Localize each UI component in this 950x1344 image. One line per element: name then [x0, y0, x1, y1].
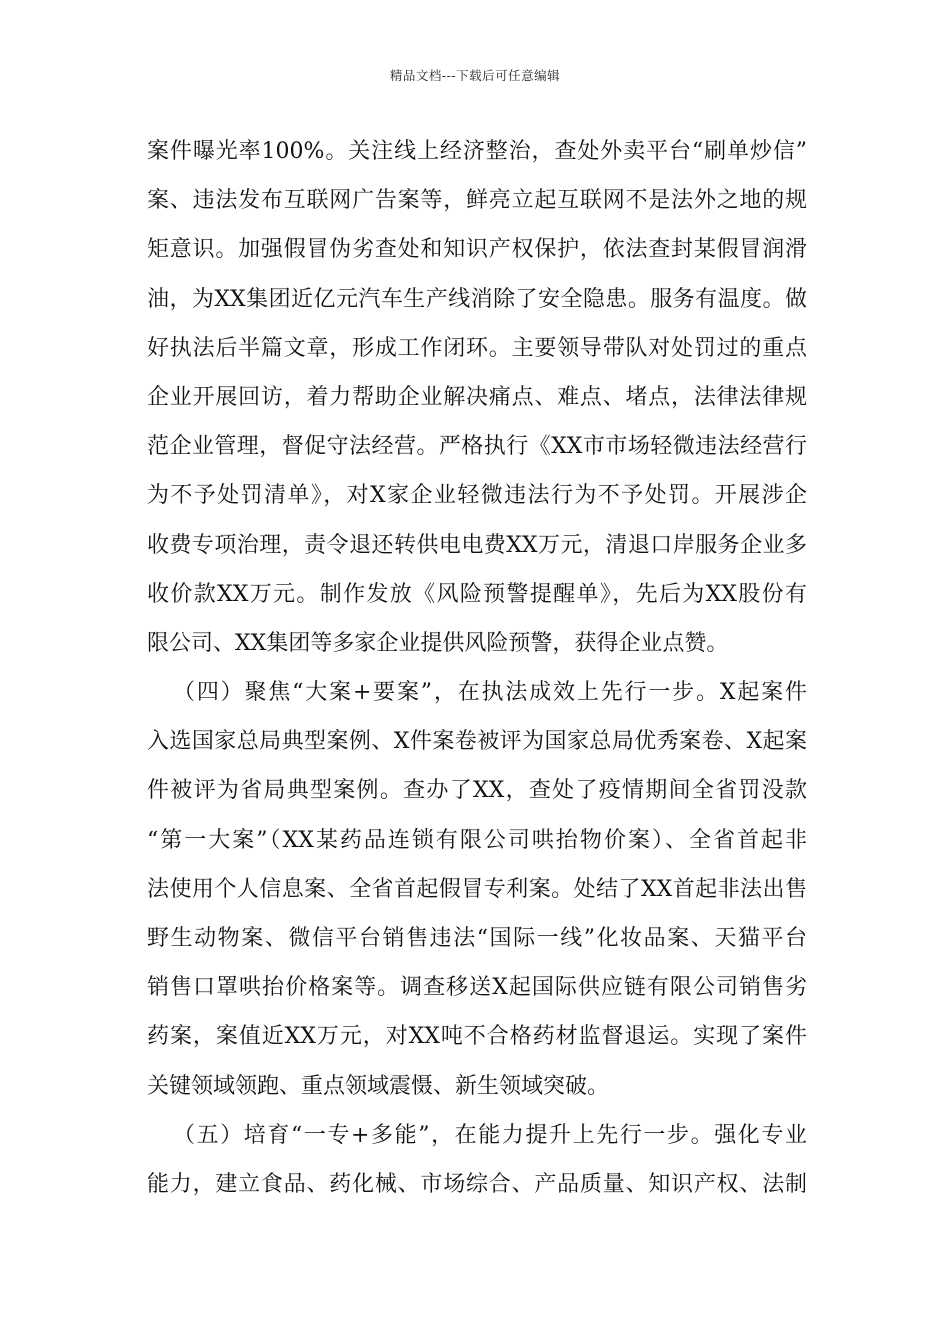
text-line: 油，为XX集团近亿元汽车生产线消除了安全隐患。服务有温度。做	[147, 286, 807, 312]
text-line: 药案，案值近XX万元，对XX吨不合格药材监督退运。实现了案件	[147, 1024, 807, 1050]
text-line: 收价款XX万元。制作发放《风险预警提醒单》，先后为XX股份有	[147, 581, 807, 607]
text-line: 收费专项治理，责令退还转供电电费XX万元，清退口岸服务企业多	[147, 532, 807, 558]
text-line: 入选国家总局典型案例、X件案卷被评为国家总局优秀案卷、X起案	[147, 729, 807, 755]
paragraph-heading-4: （四）聚焦“大案+要案”，在执法成效上先行一步。X起案件	[173, 680, 807, 706]
text-line: 矩意识。加强假冒伪劣查处和知识产权保护，依法查封某假冒润滑	[147, 237, 807, 263]
text-line: 关键领域领跑、重点领域震慑、新生领域突破。	[147, 1073, 610, 1099]
page-header: 精品文档---下载后可任意编辑	[389, 68, 561, 83]
body-text	[147, 127, 807, 1209]
text-line: 销售口罩哄抬价格案等。调查移送X起国际供应链有限公司销售劣	[147, 975, 807, 1001]
text-line: 企业开展回访，着力帮助企业解决痛点、难点、堵点，法律法律规	[147, 384, 807, 410]
text-line: 范企业管理，督促守法经营。严格执行《XX市市场轻微违法经营行	[147, 434, 807, 460]
text-line: 案、违法发布互联网广告案等，鲜亮立起互联网不是法外之地的规	[147, 188, 807, 214]
text-line: 限公司、XX集团等多家企业提供风险预警，获得企业点赞。	[147, 630, 729, 656]
text-line: 为不予处罚清单》，对X家企业轻微违法行为不予处罚。开展涉企	[147, 483, 807, 509]
text-line: 能力，建立食品、药化械、市场综合、产品质量、知识产权、法制	[147, 1171, 807, 1197]
text-line: 野生动物案、微信平台销售违法“国际一线”化妆品案、天猫平台	[147, 926, 807, 951]
text-line: 法使用个人信息案、全省首起假冒专利案。处结了XX首起非法出售	[147, 876, 807, 902]
paragraph-heading-5: （五）培育“一专+多能”，在能力提升上先行一步。强化专业	[173, 1122, 807, 1148]
text-line: 件被评为省局典型案例。查办了XX，查处了疫情期间全省罚没款	[147, 778, 807, 804]
text-line: 案件曝光率100%。关注线上经济整治，查处外卖平台“刷单炒信”	[147, 139, 807, 164]
text-line: “第一大案”（XX某药品连锁有限公司哄抬物价案）、全省首起非	[147, 827, 807, 853]
text-line: 好执法后半篇文章，形成工作闭环。主要领导带队对处罚过的重点	[147, 335, 807, 361]
